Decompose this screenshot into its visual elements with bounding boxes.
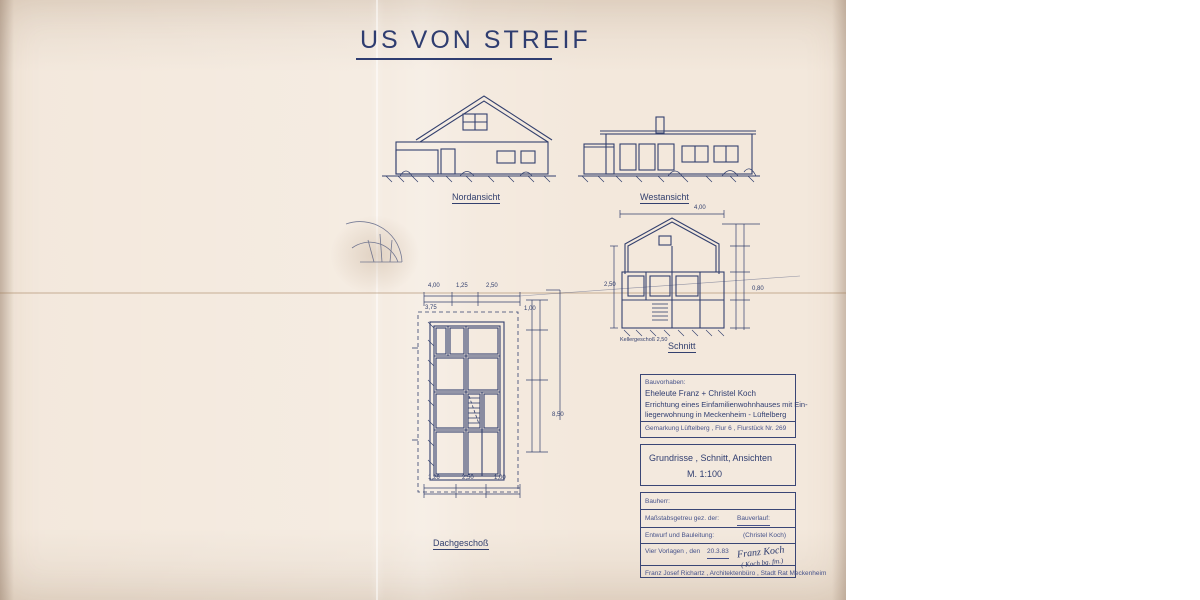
dim-plan-right-2: 8,50: [552, 412, 564, 418]
paper-crease: [0, 292, 846, 294]
label-entwurf: Entwurf und Bauleitung:: [645, 532, 715, 539]
drawing-scale: M. 1:100: [687, 469, 723, 479]
page-right-margin: [846, 0, 1200, 600]
title-block-signatures: [640, 492, 827, 578]
caption-westansicht: Westansicht: [640, 192, 689, 202]
dim-plan-left-1: 3,75: [425, 305, 437, 311]
dim-section-right: 0,80: [752, 286, 764, 292]
title-block-project: [640, 374, 808, 438]
sig-divider-3: [641, 543, 795, 544]
drawing-title: US VON STREIF: [360, 26, 591, 54]
dim-plan-bottom-1: 1,26: [428, 475, 440, 481]
title-block-drawing: [640, 444, 796, 486]
dim-section-top: 4,00: [694, 205, 706, 211]
drawing-title-underline: [356, 58, 552, 60]
title-block-divider-1: [641, 421, 795, 422]
scan-smudge: [330, 215, 420, 295]
project-line-2: Errichtung eines Einfamilienwohnhauses mit Ein-: [645, 400, 808, 409]
drawing-kind: Grundrisse , Schnitt, Ansichten: [649, 453, 773, 463]
value-vorlagen-date: 20.3.83: [707, 546, 729, 559]
dim-plan-top-3: 2,50: [486, 283, 498, 289]
scan-edge-right: [832, 0, 846, 600]
dim-plan-right-1: 1,00: [524, 306, 536, 312]
sig-divider-2: [641, 527, 795, 528]
dim-section-left: 2,50: [604, 282, 616, 288]
project-line-1: Eheleute Franz + Christel Koch: [645, 389, 756, 398]
dim-plan-bottom-2: 2,50: [462, 475, 474, 481]
caption-dachgeschoss: Dachgeschoß: [433, 538, 489, 548]
project-line-3: liegerwohnung in Meckenheim - Lüftelberg: [645, 410, 787, 419]
dim-section-bottom: Kellergeschoß 2,50: [620, 337, 668, 343]
sig-divider-1: [641, 509, 795, 510]
sig-divider-4: [641, 565, 795, 566]
dim-plan-top-1: 4,00: [428, 283, 440, 289]
caption-nordansicht: Nordansicht: [452, 192, 501, 202]
label-bauvorhaben: Bauvorhaben:: [645, 379, 686, 386]
label-bauherr: Bauherr:: [645, 498, 670, 505]
handwritten-signature: Franz Koch: [736, 544, 785, 561]
value-entwurf: (Christel Koch): [743, 532, 786, 539]
dim-plan-bottom-3: 1,00: [494, 475, 506, 481]
dim-plan-top-2: 1,25: [456, 283, 468, 289]
paper-fold-line: [376, 0, 378, 600]
project-parcel: Gemarkung Lüftelberg , Flur 6 , Flurstück Nr. 269: [645, 425, 787, 432]
value-bauverlauf: Bauverlauf:: [737, 513, 770, 526]
scan-edge-left: [0, 0, 14, 600]
title-block-footer: Franz Josef Richartz , Architektenbüro , Stadt Rat Meckenheim: [645, 570, 827, 577]
label-vorlagen: Vier Vorlagen , den: [645, 548, 701, 555]
caption-schnitt: Schnitt: [668, 341, 696, 351]
label-massstab: Maßstabsgetreu gez. der:: [645, 515, 720, 522]
handwritten-signature-sub: ( Koch bg. fm.): [740, 556, 784, 570]
